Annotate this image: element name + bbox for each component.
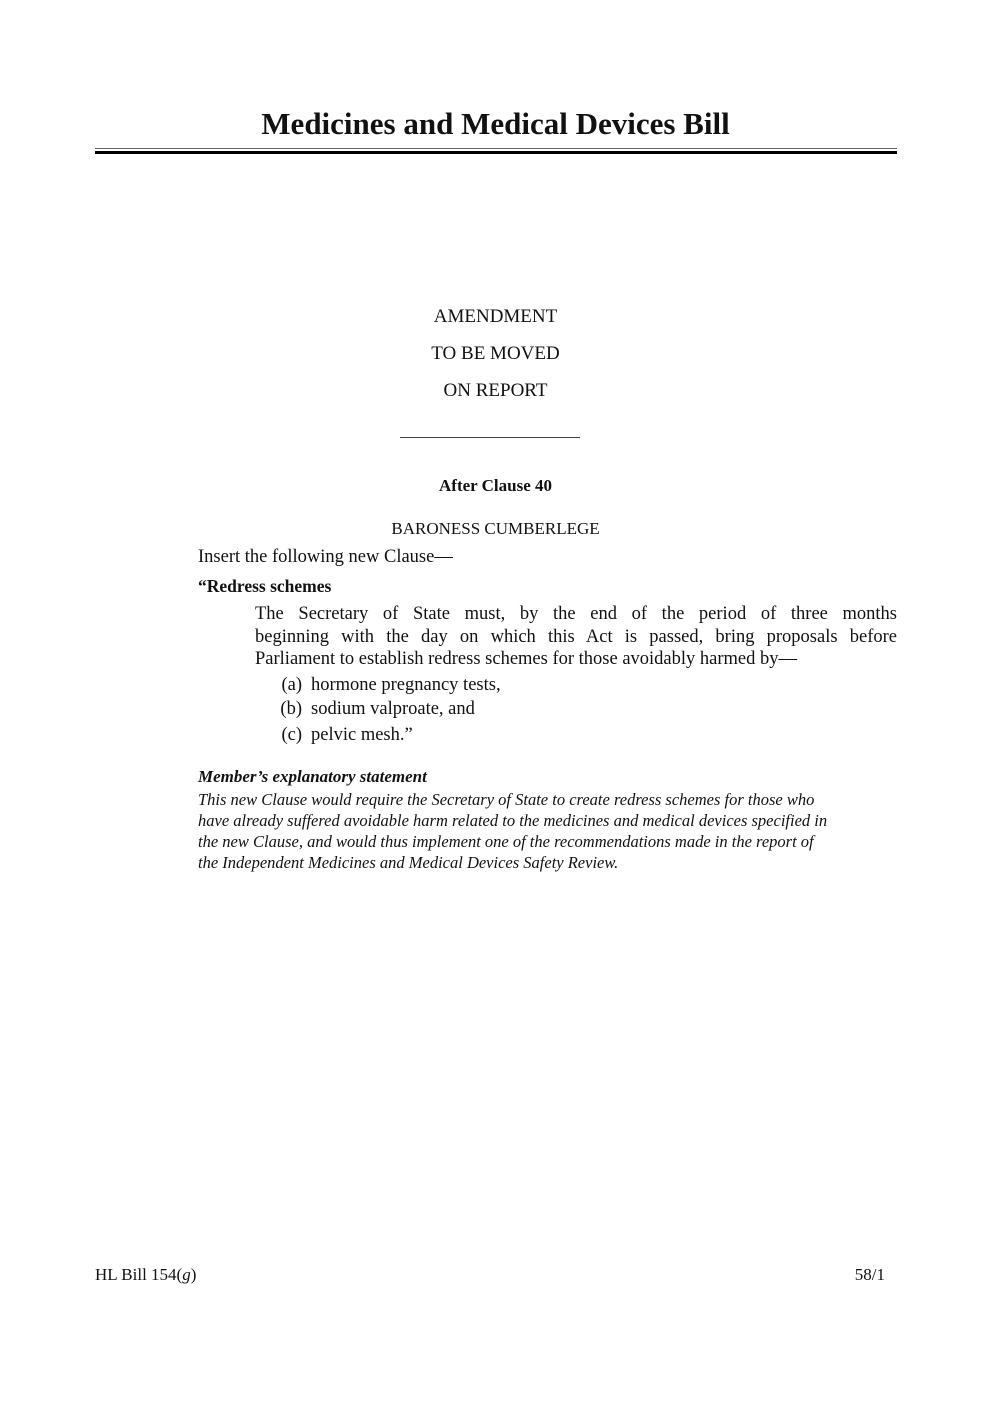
clause-position: After Clause 40 bbox=[439, 476, 552, 495]
heading-line-2: TO BE MOVED bbox=[431, 343, 560, 364]
bill-ref-prefix: HL Bill 154( bbox=[95, 1265, 183, 1284]
bill-ref-suffix: ) bbox=[190, 1265, 197, 1284]
clause-text-line: Parliament to establish redress schemes for those avoidably harmed by— bbox=[255, 649, 798, 669]
bill-reference bbox=[95, 1265, 196, 1285]
item-text: hormone pregnancy tests, bbox=[311, 675, 501, 695]
clause-title: “Redress schemes bbox=[198, 576, 332, 596]
section-divider bbox=[400, 437, 580, 438]
clause-text-line: The Secretary of State must, by the end of the period of three months bbox=[255, 604, 897, 624]
statement-line: This new Clause would require the Secretary of State to create redress schemes for those who bbox=[198, 790, 815, 809]
item-text: sodium valproate, and bbox=[311, 699, 475, 719]
member-name: BARONESS CUMBERLEGE bbox=[391, 519, 600, 538]
statement-line: have already suffered avoidable harm related to the medicines and medical devices specified in bbox=[198, 811, 828, 830]
document-title: Medicines and Medical Devices Bill bbox=[261, 106, 730, 141]
item-label: (c) bbox=[281, 725, 302, 745]
page-reference: 58/1 bbox=[854, 1265, 885, 1284]
title-rule-thin bbox=[95, 148, 897, 149]
instruction: Insert the following new Clause— bbox=[198, 547, 453, 567]
item-label: (a) bbox=[281, 675, 302, 695]
item-text: pelvic mesh.” bbox=[311, 725, 413, 745]
heading-line-1: AMENDMENT bbox=[433, 306, 558, 327]
heading-line-3: ON REPORT bbox=[443, 380, 548, 401]
statement-line: the Independent Medicines and Medical Devices Safety Review. bbox=[198, 853, 619, 872]
clause-text-line: beginning with the day on which this Act is passed, bring proposals before bbox=[255, 627, 897, 647]
title-rule-thick bbox=[95, 151, 897, 154]
statement-heading: Member’s explanatory statement bbox=[198, 767, 427, 786]
statement-line: the new Clause, and would thus implement one of the recommendations made in the report of bbox=[198, 832, 814, 851]
item-label: (b) bbox=[280, 699, 302, 719]
bill-ref-letter: g bbox=[182, 1265, 191, 1284]
